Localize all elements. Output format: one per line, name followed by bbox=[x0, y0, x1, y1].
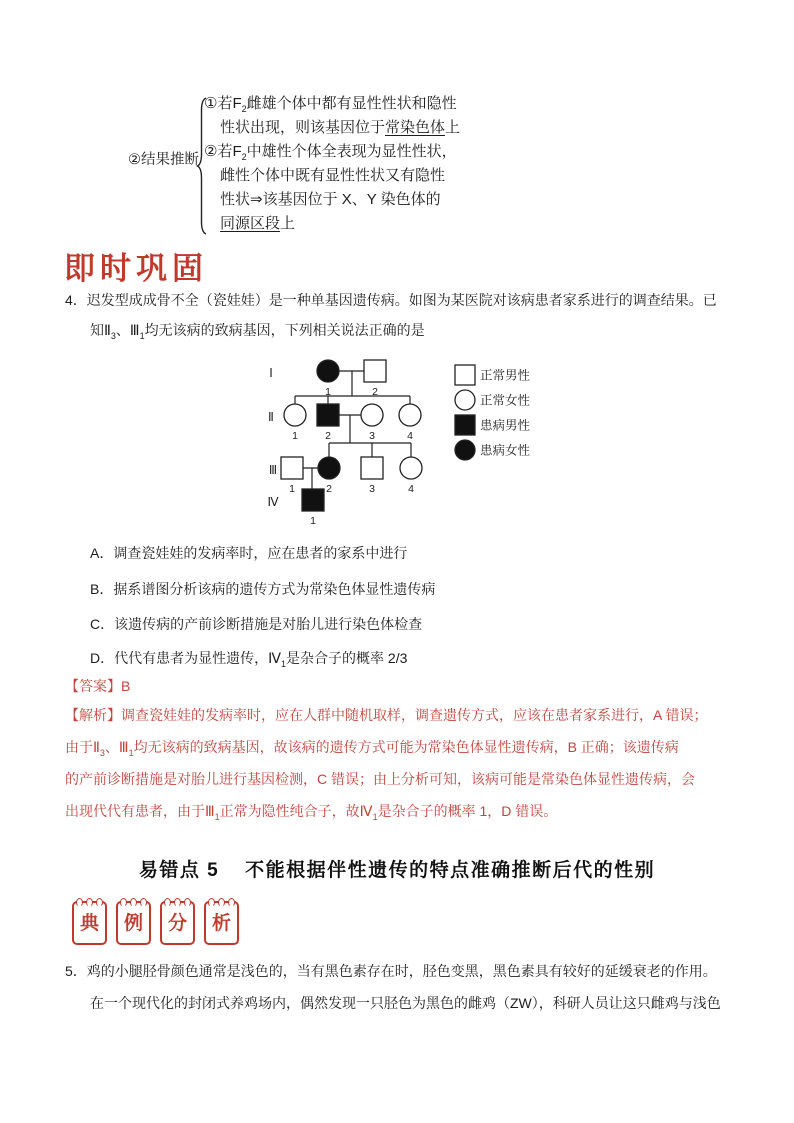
stamp-character-box bbox=[204, 901, 239, 945]
stamp-character-box bbox=[116, 901, 151, 945]
stamp-ring-icon bbox=[140, 898, 147, 907]
affected-female-symbol bbox=[317, 360, 339, 382]
stamp-character-box bbox=[72, 901, 107, 945]
bracket-line: ①若$F_2$雌雄个体中都有显性性状和隐性 bbox=[204, 95, 457, 114]
normal-female-symbol bbox=[399, 404, 421, 426]
stamp-ring-icon bbox=[208, 898, 215, 907]
normal-male-symbol bbox=[361, 457, 383, 479]
analysis-line3: 的产前诊断措施是对胎儿进行基因检测，C 错误；由上分析可知，该病可能是常染色体显性遗传病，会 bbox=[65, 771, 695, 787]
question4-stem-line2: 知$Ⅱ_3$、$Ⅲ_1$均无该病的致病基因，下列相关说法正确的是 bbox=[90, 322, 425, 341]
stamp-ring-icon bbox=[174, 898, 181, 907]
stamp-character: 典 bbox=[79, 912, 99, 934]
normal-female-symbol bbox=[400, 457, 422, 479]
stamp-ring-icon bbox=[130, 898, 137, 907]
stamp-character: 例 bbox=[123, 912, 143, 934]
bracket-line: ②若$F_2$中雄性个体全表现为显性性状， bbox=[204, 143, 457, 162]
generation-label: Ⅳ bbox=[267, 495, 279, 509]
analysis-line2: 由于$Ⅱ_3$、$Ⅲ_1$均无该病的致病基因，故该病的遗传方式可能为常染色体显性遗传病，B 正确；该遗传病 bbox=[65, 739, 679, 758]
bracket-diagram-text bbox=[204, 92, 460, 236]
normal-female-symbol bbox=[361, 404, 383, 426]
pedigree-individual-number: 1 bbox=[310, 515, 316, 527]
stamp-ring-icon bbox=[86, 898, 93, 907]
stamp-ring-icon bbox=[96, 898, 103, 907]
stamp-ring-icon bbox=[120, 898, 127, 907]
generation-label: Ⅱ bbox=[268, 410, 274, 424]
stamp-character: 析 bbox=[211, 912, 231, 934]
bracket-line: 性状出现，则该基因位于常染色体上 bbox=[220, 119, 461, 136]
stamp-ring-icon bbox=[218, 898, 225, 907]
jishi-gonggu-header: 即时巩固 bbox=[64, 251, 208, 287]
legend-label: 患病男性 bbox=[480, 418, 531, 433]
section5-title: 不能根据伴性遗传的特点准确推断后代的性别 bbox=[245, 860, 656, 881]
option-c: C．该遗传病的产前诊断措施是对胎儿进行染色体检查 bbox=[90, 616, 423, 632]
legend-label: 正常女性 bbox=[480, 393, 531, 408]
section5-header bbox=[0, 855, 794, 882]
pedigree-individual-number: 4 bbox=[407, 430, 413, 442]
pedigree-individual-number: 1 bbox=[325, 386, 331, 398]
normal-female-symbol bbox=[284, 404, 306, 426]
affected-female-symbol bbox=[455, 440, 475, 460]
legend-label: 患病女性 bbox=[480, 443, 531, 458]
stamp-character: 分 bbox=[167, 912, 187, 934]
bracket-line: 性状⇒该基因位于 X、Y 染色体的 bbox=[220, 191, 441, 208]
question5-stem-line2: 在一个现代化的封闭式养鸡场内，偶然发现一只胫色为黑色的雌鸡（ZW），科研人员让这只雌鸡与浅色 bbox=[90, 995, 721, 1011]
pedigree-individual-number: 1 bbox=[289, 483, 295, 495]
analysis-line1: 【解析】调查瓷娃娃的发病率时，应在人群中随机取样，调查遗传方式，应该在患者家系进行，A 错误； bbox=[65, 707, 708, 723]
pedigree-individual-number: 2 bbox=[326, 483, 332, 495]
affected-male-symbol bbox=[317, 404, 339, 426]
dianli-fenxi-stamp bbox=[72, 901, 239, 945]
bracket-line: 同源区段上 bbox=[220, 215, 296, 232]
option-a: A．调查瓷娃娃的发病率时，应在患者的家系中进行 bbox=[90, 545, 408, 561]
stamp-ring-icon bbox=[164, 898, 171, 907]
pedigree-individual-number: 4 bbox=[408, 483, 414, 495]
bracket-diagram-label: ②结果推断 bbox=[128, 152, 199, 168]
section5-badge: 易错点 5 bbox=[138, 860, 220, 881]
analysis-line4: 出现代代有患者，由于$Ⅲ_1$正常为隐性纯合子，故$Ⅳ_1$是杂合子的概率 1，D 错误。 bbox=[65, 803, 558, 822]
legend-label: 正常男性 bbox=[480, 368, 531, 383]
affected-male-symbol bbox=[455, 415, 475, 435]
normal-male-symbol bbox=[455, 365, 475, 385]
bracket-line: 雌性个体中既有显性性状又有隐性 bbox=[220, 167, 446, 184]
pedigree-chart bbox=[235, 353, 555, 531]
stamp-character-box bbox=[160, 901, 195, 945]
option-d: D．代代有患者为显性遗传，$Ⅳ_1$是杂合子的概率 2/3 bbox=[90, 650, 408, 669]
question5-stem-line1: 5．鸡的小腿胫骨颜色通常是浅色的，当有黑色素存在时，胫色变黑，黑色素具有较好的延缓衰老的作用。 bbox=[65, 963, 717, 979]
stamp-ring-icon bbox=[184, 898, 191, 907]
answer-line: 【答案】B bbox=[65, 678, 131, 694]
generation-label: Ⅰ bbox=[269, 366, 273, 380]
stamp-ring-icon bbox=[76, 898, 83, 907]
pedigree-individual-number: 3 bbox=[369, 430, 375, 442]
question4-stem-line1: 4．迟发型成成骨不全（瓷娃娃）是一种单基因遗传病。如图为某医院对该病患者家系进行的调查结果。已 bbox=[65, 292, 717, 308]
affected-female-symbol bbox=[318, 457, 340, 479]
generation-label: Ⅲ bbox=[268, 463, 278, 477]
pedigree-individual-number: 1 bbox=[292, 430, 298, 442]
normal-female-symbol bbox=[455, 390, 475, 410]
pedigree-individual-number: 2 bbox=[372, 386, 378, 398]
pedigree-individual-number: 2 bbox=[325, 430, 331, 442]
option-b: B．据系谱图分析该病的遗传方式为常染色体显性遗传病 bbox=[90, 581, 436, 597]
affected-male-symbol bbox=[302, 489, 324, 511]
normal-male-symbol bbox=[364, 360, 386, 382]
pedigree-individual-number: 3 bbox=[369, 483, 375, 495]
stamp-ring-icon bbox=[228, 898, 235, 907]
normal-male-symbol bbox=[281, 457, 303, 479]
